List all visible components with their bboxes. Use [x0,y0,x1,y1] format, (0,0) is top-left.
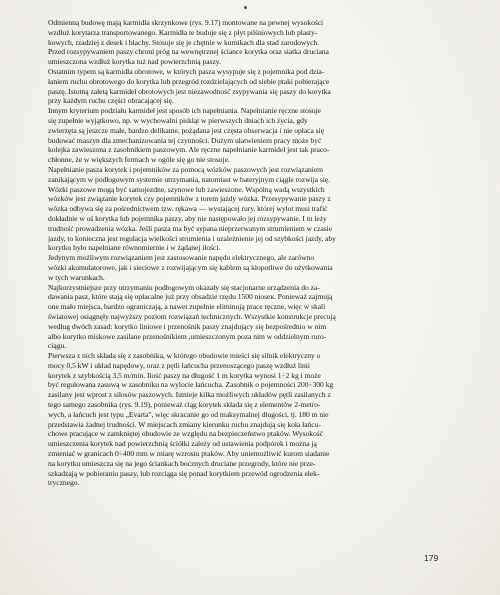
text-line: Odmienną budowę mają karmidła skrzynkowe (rys. 9.17) montowane na pewnej wysokości [48,18,324,27]
page-number: 179 [424,553,439,563]
text-line: trudność prowadzenia wózka. Jeśli pasza ma być sypana nieprzerwanym strumieniem w czasie [48,223,333,233]
text-line: Napełnianie pasza korytek i pojemników za pomocą wózków paszowych jest rozwiązaniem [48,164,324,174]
text-line: korytko było napełniane równomiernie i w żądanej ilości. [48,243,221,253]
text-line: szkadzają w pobieraniu paszy, lub rozciąga się ponad korytkiem przewód ogrodzenia elek- [48,468,320,478]
text-line: budować maszyn dla zmechanizowania tej czynności. Dużym ułatwieniem pracy może być [48,135,322,145]
text-line: albo korytko miskowe zasilane przenośnikiem ,umieszczonym poza nim w oddzielnym ruro- [48,331,327,341]
text-line: trycznego. [48,478,80,488]
text-line: dokładnie w oś korytka lub pojemnika paszy, aby nie następowało jej rozsypywanie. I tu leży [48,213,327,223]
paragraph-napelnianie [48,106,450,165]
text-line: mocy 0,5 kW i układ napędowy, oraz z pętli łańcucha przenoszącego paszę wzdłuż linii [48,360,310,370]
text-line: wózki akumulatorowe, jak i sieciowe z rozwijającym się kablem są kłopotliwe do użytkowania [48,262,333,272]
paragraph-skrzynkowe [48,18,450,67]
text-line: według dwóch zasad: korytko liniowe i przenośnik paszy znajdujący się bezpośrednio w nim [48,321,327,331]
text-line: jazdy, to konieczna jest regulacja wielkości strumienia i uzależnienie jej od szybkości jazdy, aby [48,233,336,243]
text-line: zanikającym w podłogowym systemie utrzymania, natomiast w bateryjnym ciągle rozwija się. [48,174,330,184]
text-line: zasilany jest wprost z silosów paszowych. Istnieje kilka możliwych układów pętli zasilanych z [48,390,331,400]
text-line: paszę. Istotną zaletą karmideł obrotowych jest niezawodność zsypywania się paszy do korytka [48,86,331,96]
text-line: światowej osiągnęły najwyższy poziom rozwiązań technicznych. Wszystkie konstrukcje precują [48,311,336,321]
text-line: Jedynym możliwym rozwiązaniem jest zastosowanie napędu elektrycznego, ale zarówno [48,253,315,263]
text-line: wych, a łańcuch jest typu „Evarta", więc skracanie go od maksymalnej długości, tj. 180 m nie [48,409,329,419]
text-line: łaniem ruchu obrotowego do korytka lub przegród rozdzielających od siebie ptaki pobierające [48,76,330,86]
body-text [48,18,450,488]
text-line: zmieniać w granicach 0÷400 mm w miarę wzrostu ptaków. Aby uniemożliwić kurom siadanie [48,449,330,459]
text-line: one mało miejsca, bardzo ograniczają, a nawet zupełnie eliminują prace ręczne, więc w skali [48,302,326,312]
text-line: tego samego zasobnika (rys. 9.19), ponieważ ciąg korytek składa się z elementów 2-metro- [48,400,321,410]
text-line: wózków jest związanie korytek czy pojemników z torem jazdy wózka. Przesypywanie paszy z [48,194,331,204]
paragraph-stacjonarne [48,283,450,352]
text-line: umieszczenia korytek nad powierzchnią ściółki zależy od ustawienia podpórek i można ją [48,439,317,449]
page-speck [244,6,247,9]
text-line: Innym kryterium podziału karmideł jest sposób ich napełniania. Napełnianie ręczne stosuje [48,106,321,116]
text-line: wzdłuż korytarza transportowanego. Karmidła te buduje się z płyt pilśniowych lub plasty- [48,27,318,37]
text-line: Wózki paszowe mogą być samojezdne, szynowe lub zawieszone. Wspólną wadą wszystkich [48,184,325,194]
text-line: być regulowana zasuwą w zasobniku na wylocie łańcucha. Zasobnik o pojemności 200÷300 kg [48,380,334,390]
paragraph-pierwsza [48,351,450,488]
text-line: wózka odbywa się za pośrednictwem tzw. rękawa — wystającej rury, której wylot musi trafić [48,204,328,214]
text-line: przedstawia żadnej trudności. W miejscach zmiany kierunku ruchu znajdują się koła łańcu- [48,419,321,429]
paragraph-naped [48,253,450,282]
text-line: umieszczona wzdłuż korytka tuż nad powierzchnią paszy. [48,57,221,67]
text-line: Najkorzystniejsze przy utrzymaniu podłogowym okazały się stacjonarne urządzenia do za- [48,282,320,292]
text-line: chłonne, że w większych fermach w ogóle się go nie stosuje. [48,155,230,165]
paragraph-obrotowe [48,67,450,106]
text-line: w tych warunkach. [48,272,105,282]
text-line: Ostatnim typem są karmidła obrotowe, w których pasza wysypuje się z pojemnika pod dzia- [48,66,325,76]
text-line: korytek z szybkością 3,5 m/min. Ilość paszy na długość 1 m korytka wynosi 1÷2 kg i może [48,370,321,380]
text-line: przy każdym ruchu części obracającej się. [48,96,174,106]
text-line: zwierzęta są jeszcze małe, bardzo delikatne, pożądana jest częsta obserwacja i nie opłaca się [48,125,324,135]
text-line: kolejka zawieszona z zasobnikiem paszowym. Ale ręczne napełnianie karmideł jest tak praco- [48,145,330,155]
text-line: chowe pracujące w zamkniętej obudowie ze względu na bezpieczeństwo ptaków. Wysokość [48,429,323,439]
text-line: ciągu. [48,341,67,351]
paragraph-wozki [48,165,450,253]
text-line: kowych, rzadziej z desek i blachy. Stosuje się je chętnie w kurnikach dla stad zarodowych. [48,37,320,47]
text-line: dawania pasz, które stają się opłacalne już przy obsadzie rzędu 1500 nioseк. Ponieważ zajmują [48,292,333,302]
text-line: się zupełnie wyjątkowo, np. w wychowalni piskląt w pierwszych dniach ich życia, gdy [48,115,308,125]
text-line: na korytku umieszcza się na jego ściankach bocznych druciane przegrody, które nie prze- [48,458,316,468]
text-line: Pierwsza z nich składa się z zasobnika, w którego obudowie mieści się silnik elektryczny o [48,351,321,361]
text-line: Przed rozsypywaniem paszy chroni próg na wewnętrznej ściance korytka oraz siatka druciana [48,47,329,57]
